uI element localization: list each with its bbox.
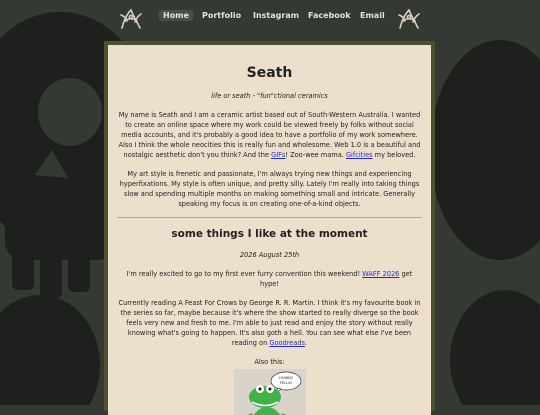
gifs-link[interactable]: GIFs [271, 151, 286, 159]
intro-text-c: my beloved. [372, 151, 416, 159]
post-heading: some things I like at the moment [171, 228, 368, 240]
emblem-right-icon [396, 6, 422, 32]
nav-facebook-link[interactable]: Facebook [308, 11, 351, 20]
intro-text-b: ! Zoo-wee mama. [285, 151, 346, 159]
intro-paragraph-1 [117, 110, 422, 160]
nav-instagram-link[interactable]: Instagram [253, 11, 300, 20]
post-date: 2026 August 25th [239, 251, 300, 259]
speech-line-2: FELLA! [279, 381, 292, 385]
gifcities-link[interactable]: Gifcities [345, 151, 373, 159]
speech-line-1: HOWDY [278, 376, 293, 380]
also-label: Also this: [254, 358, 285, 366]
intro-text-a: My name is Seath and I am a ceramic artist based out of South-Western Australia. I wanted to create an online space where my work could be viewed freely by folks without social media accounts, and it's probably a good idea to have a portfolio of my work somewhere. Also I think the whole neocities this is really fun and wholesome. Web 1.0 is a beautiful and nostalgic aesthetic don't you think? And the [118, 111, 421, 159]
page-subtitle: life or seath - "fun"ctional ceramics [211, 92, 328, 100]
waff-link[interactable]: WAFF 2026 [362, 270, 400, 278]
content-page [108, 45, 431, 415]
post-paragraph-2 [117, 298, 422, 348]
goodreads-link[interactable]: Goodreads [269, 339, 305, 347]
post-text-c: Currently reading A Feast For Crows by George R. R. Martin. I think it's my favourite book in the series so far, maybe because it's where the show started to really diverge so the book feels very new and fresh to me. I'm able to just read and enjoy the story without really knowing what's going to happen. It's also goth a hell. You can see what else I've been reading on [118, 299, 421, 347]
intro-paragraph-2: My art style is frenetic and passionate, I'm always trying new things and experiencing hyperfixations. My style is often unique, and pretty silly. Lately I'm really into taking things slow and spending multiple months on making something small and intricate. Generally speaking my focus is on creating one-of-a-kind objects. [119, 170, 420, 208]
post-text-b: get hype! [260, 270, 413, 288]
top-navigation [0, 0, 540, 36]
post-paragraph-1 [117, 269, 422, 289]
page-title: Seath [246, 65, 293, 81]
post-text-a: I'm really excited to go to my first ever furry convention this weekend! [126, 270, 363, 278]
nav-email-link[interactable]: Email [360, 11, 385, 20]
nav-portfolio-link[interactable]: Portfolio [202, 11, 242, 20]
section-divider [117, 217, 422, 218]
emblem-left-icon [118, 6, 144, 32]
post-text-d: . [305, 339, 308, 347]
nav-home-link[interactable]: Home [159, 10, 193, 21]
crocodile-plush-image [234, 369, 306, 415]
